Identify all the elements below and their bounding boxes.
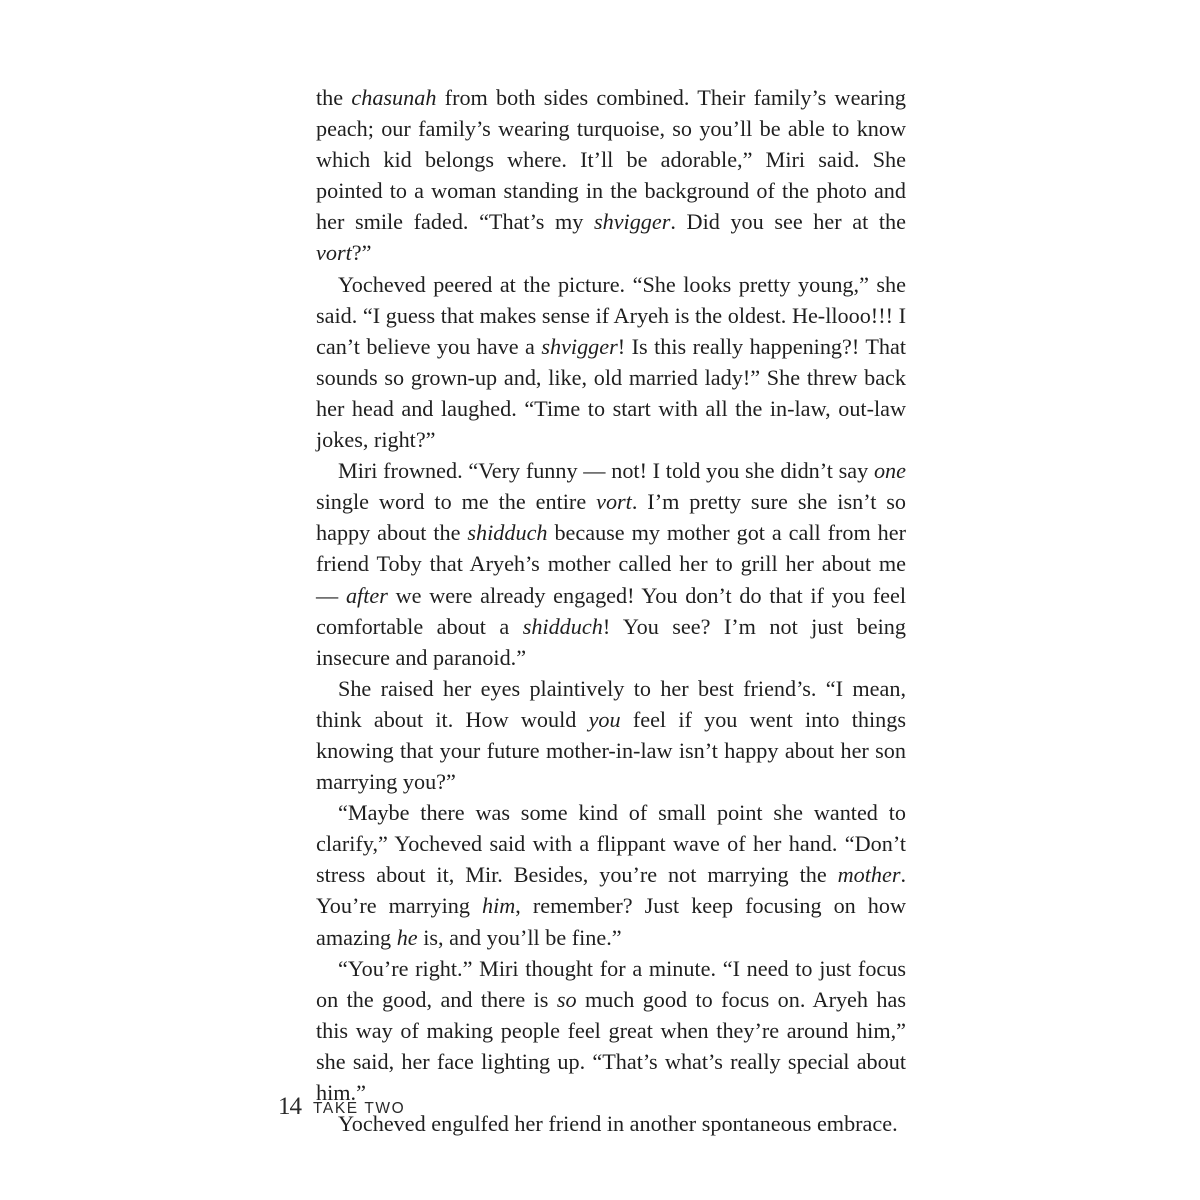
text-run: . Did you see her at the — [670, 209, 906, 235]
paragraph — [316, 673, 906, 797]
paragraph — [316, 797, 906, 952]
text-run: we were already engaged! You don’t do that if you feel comfortable about a — [316, 582, 906, 639]
text-run: ! Is this really happening?! That sounds so grown-up and, like, old married lady!” She threw back her head and laughed. “Time to start with all the in-law, out-law jokes, right?” — [316, 333, 906, 453]
page-body — [316, 82, 906, 1139]
text-run: feel if you went into things knowing that your future mother-in-law isn’t happy about her son marrying you?” — [316, 706, 906, 795]
text-run: ! You see? I’m not just being insecure and paranoid.” — [316, 613, 906, 670]
page-number: 14 — [278, 1093, 301, 1120]
italic-term: after — [345, 582, 388, 608]
italic-term: shidduch — [522, 613, 603, 639]
italic-term: he — [396, 924, 418, 950]
italic-term: him — [482, 893, 516, 919]
italic-term: shidduch — [467, 520, 548, 546]
text-run: is, and you’ll be fine.” — [417, 924, 622, 950]
text-run: “You’re right.” Miri thought for a minute. “I need to just focus on the good, and there is — [316, 955, 906, 1012]
italic-term: shvigger — [541, 333, 618, 359]
paragraph — [316, 82, 906, 269]
text-run: from both sides combined. Their family’s wearing peach; our family’s wearing turquoise, so you’ll be able to know which kid belongs where. It’ll be adorable,” Miri said. She pointed to a woman standing in the background of the photo and her smile faded. “That’s my — [316, 85, 907, 235]
text-run: ?” — [351, 240, 372, 266]
paragraph — [316, 269, 906, 456]
italic-term: so — [556, 986, 577, 1012]
text-run: “Maybe there was some kind of small point she wanted to clarify,” Yocheved said with a flippant wave of her hand. “Don’t stress about it, Mir. Besides, you’re not marrying the — [316, 800, 906, 888]
paragraph — [316, 953, 906, 1108]
text-run: . You’re marrying — [316, 862, 906, 919]
text-run: Yocheved peered at the picture. “She looks pretty young,” she said. “I guess that makes sense if Aryeh is the oldest. He-llooo!!! I can’t believe you have a — [316, 271, 906, 359]
running-head: TAKE TWO — [313, 1099, 406, 1117]
text-run: She raised her eyes plaintively to her best friend’s. “I mean, think about it. How would — [316, 675, 906, 732]
italic-term: mother — [837, 862, 901, 888]
italic-term: you — [588, 706, 621, 732]
text-run: . I’m pretty sure she isn’t so happy about the — [316, 489, 907, 546]
text-run: Miri frowned. “Very funny — not! I told you she didn’t say — [338, 458, 874, 484]
paragraph — [316, 455, 906, 673]
italic-term: shvigger — [593, 209, 671, 235]
italic-term: vort — [596, 489, 632, 515]
text-run: Yocheved engulfed her friend in another spontaneous embrace. — [338, 1111, 898, 1137]
text-run: single word to me the entire — [316, 489, 597, 515]
page-footer — [278, 1092, 405, 1122]
italic-term: chasunah — [351, 85, 437, 110]
text-run: much good to focus on. Aryeh has this way of making people feel great when they’re around him,” she said, her face lighting up. “That’s what’s really special about him.” — [316, 986, 906, 1105]
italic-term: vort — [316, 240, 352, 266]
text-run: because my mother got a call from her friend Toby that Aryeh’s mother called her to grill her about me — — [316, 520, 906, 608]
text-run: , remember? Just keep focusing on how amazing — [316, 893, 906, 950]
text-run: the — [316, 85, 352, 110]
italic-term: one — [873, 458, 906, 484]
